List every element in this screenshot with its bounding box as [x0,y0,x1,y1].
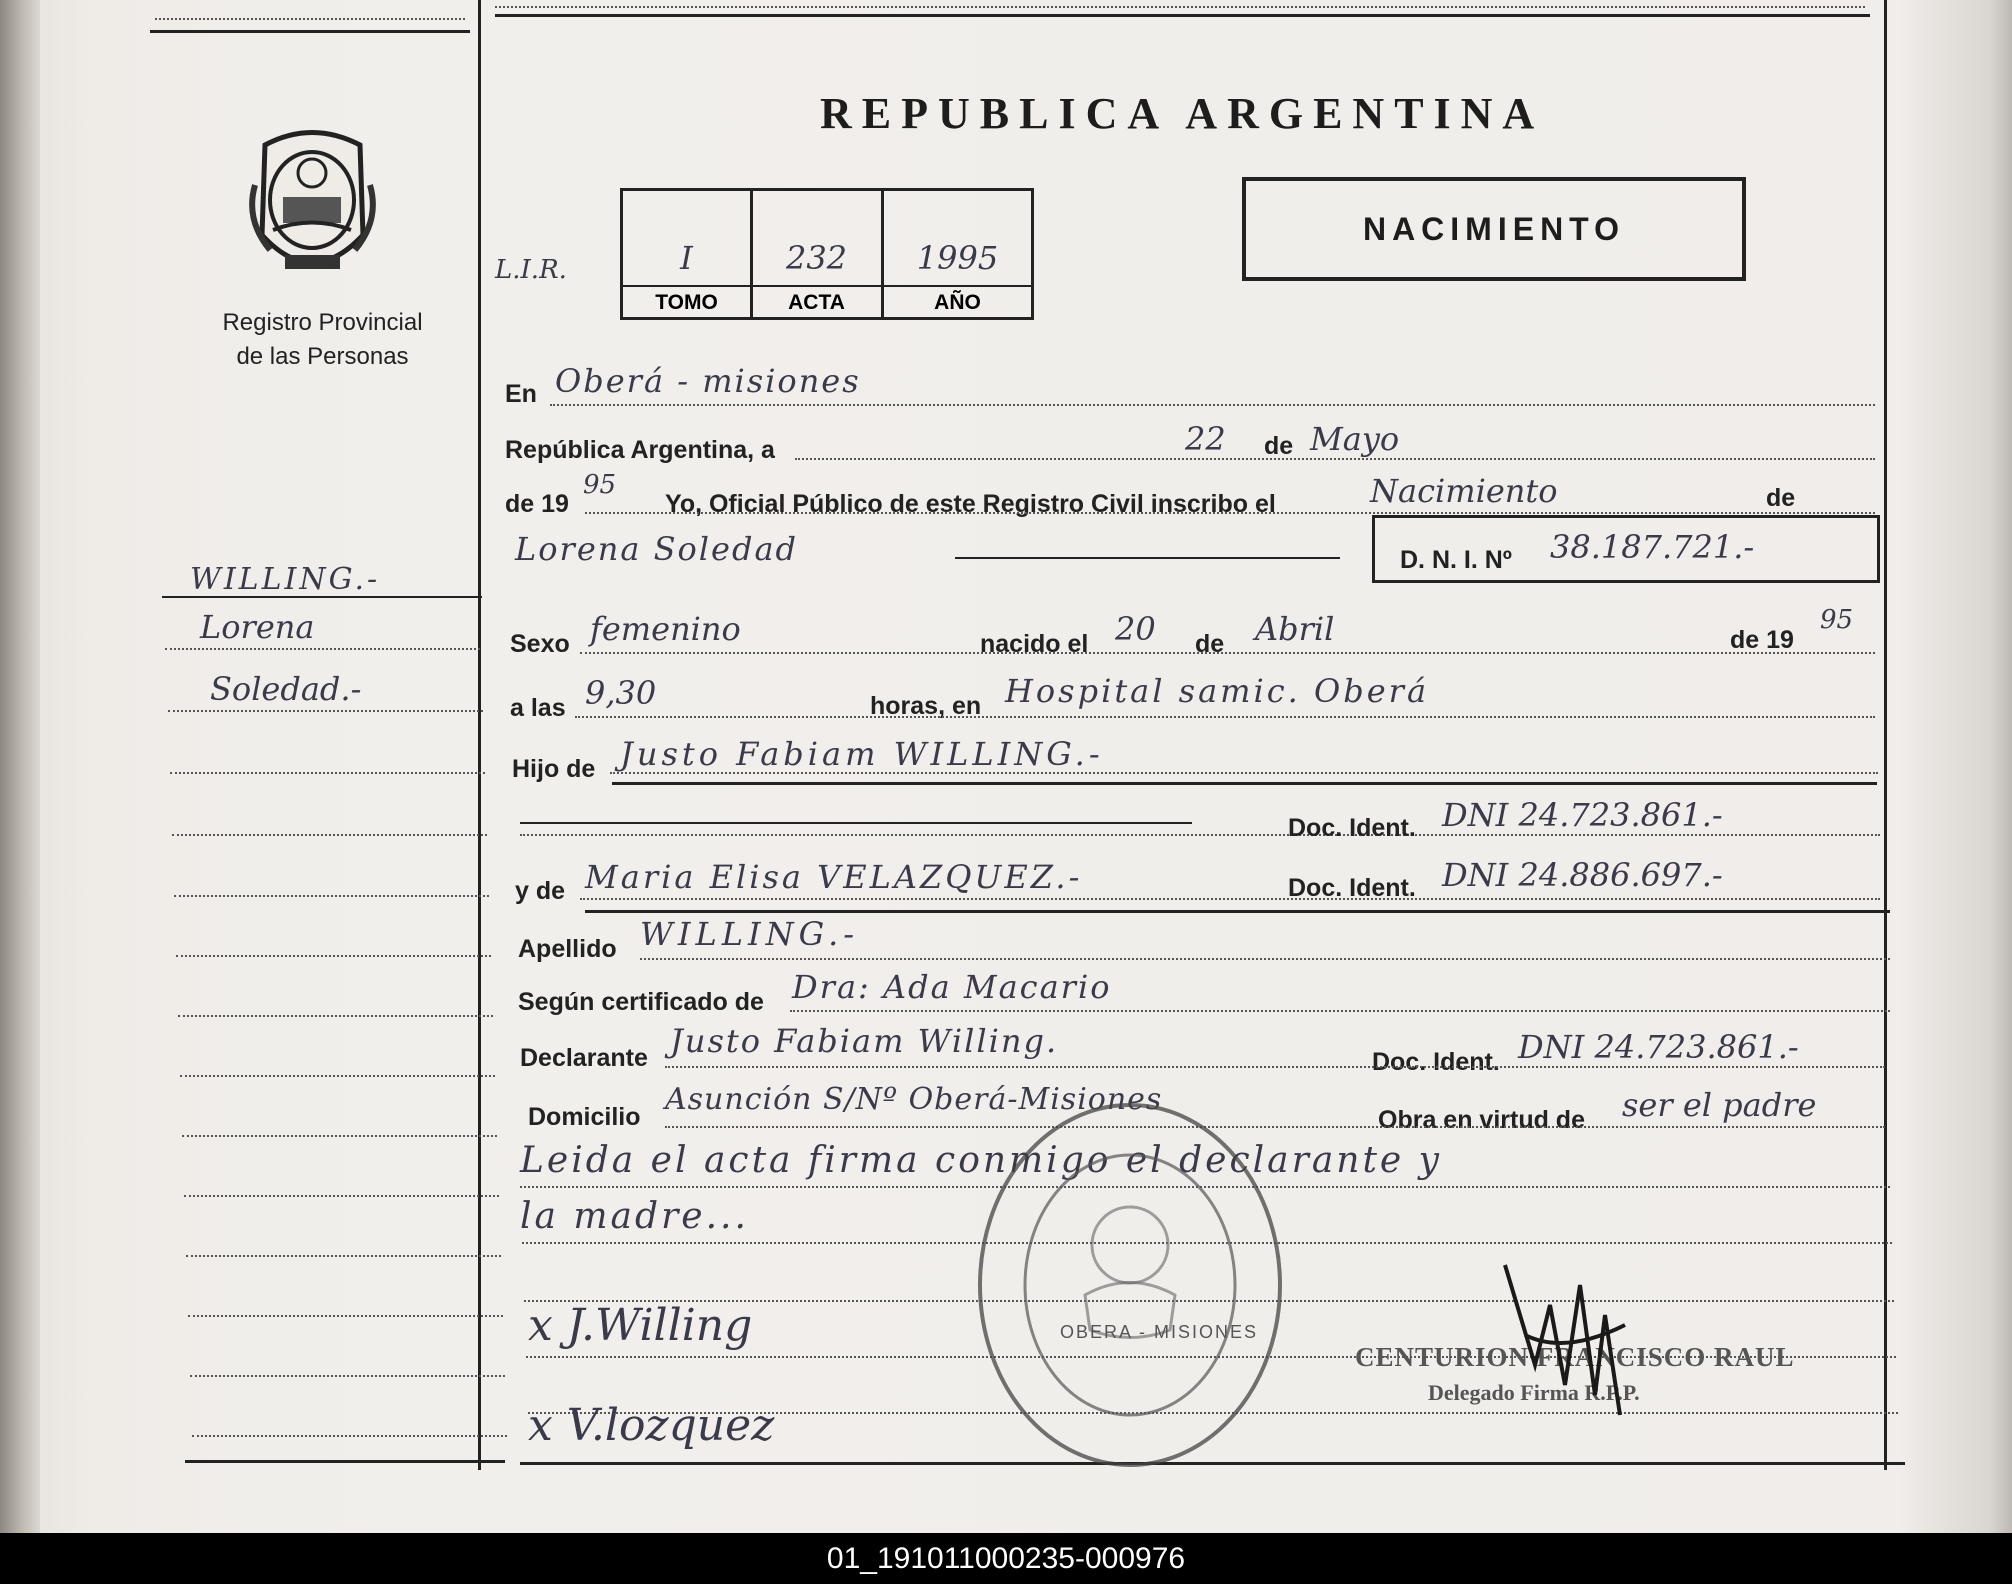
margin-first-name: Lorena [200,608,315,646]
obra-value: ser el padre [1622,1086,1817,1124]
image-id-bar [0,1533,2012,1584]
horas-label: horas, en [870,692,982,720]
book-binding [0,0,40,1533]
hijo-rule [612,782,1877,785]
row-dots-madre [580,898,1880,900]
signature-father: x J.Willing [528,1300,753,1351]
birth-year-value: 95 [1820,605,1854,635]
tomo-label: TOMO [655,291,718,314]
row-dots-hijo [610,772,1878,774]
leida-line-1: Leida el acta firma conmigo el declarante y [520,1140,1443,1181]
declarante-doc-value: DNI 24.723.861.- [1518,1028,1799,1066]
padre-value: Justo Fabiam WILLING.- [620,735,1104,773]
margin-dots-14 [192,1435,507,1437]
domicilio-label: Domicilio [528,1103,641,1131]
signature-mother: x V.lozquez [528,1400,775,1451]
doc-label-3: Doc. Ident. [1372,1048,1500,1076]
column-divider [478,0,481,1470]
row-dots-apellido [640,958,1890,960]
act-type-label: NACIMIENTO [1362,210,1626,247]
domicilio-value: Asunción S/Nº Oberá-Misiones [665,1082,1163,1117]
nacido-label: nacido el [980,630,1089,658]
row-dots-padre-doc [520,834,1880,836]
registry-line-1: Registro Provincial [222,309,423,336]
sexo-value: femenino [590,610,741,648]
de19-label-2: de 19 [1730,626,1794,654]
madre-doc-value: DNI 24.886.697.- [1442,856,1723,894]
official-title: Delegado Firma R.P.P. [1428,1380,1640,1405]
lugar-value: Hospital samic. Oberá [1005,672,1430,710]
row-dots-declarante [665,1066,1885,1068]
dni-box [1372,515,1880,583]
margin-surname: WILLING.- [190,562,381,597]
acta-value: 232 [785,239,848,277]
yo-label: Yo, Oficial Público de este Registro Civil inscribo el [665,490,1276,518]
margin-dots-12 [188,1315,503,1317]
row-dots-hora [575,716,1875,718]
obra-label: Obra en virtud de [1378,1106,1585,1134]
anio-label: AÑO [934,291,981,314]
margin-middle-name: Soledad.- [210,670,362,708]
registry-name [180,306,465,374]
margin-dots-9 [182,1135,497,1137]
alas-label: a las [510,694,566,722]
right-border [1884,0,1887,1470]
registry-stamp-icon [970,1095,1290,1475]
top-dots-left [155,18,465,20]
acta-label: ACTA [788,291,845,314]
official-name: CENTURION FRANCISCO RAUL [1355,1342,1795,1372]
birth-month-value: Abril [1255,610,1335,648]
madre-value: Maria Elisa VELAZQUEZ.- [585,858,1083,896]
leida-line-2: la madre... [520,1196,749,1237]
margin-rule [162,596,482,598]
yde-label: y de [515,877,566,905]
tomo-value: I [680,239,693,277]
en-label: En [505,380,537,408]
book-code: L.I.R. [495,255,567,285]
child-name-value: Lorena Soledad [515,530,799,568]
de19-label: de 19 [505,490,569,518]
margin-dots-13 [190,1375,505,1377]
name-line [955,557,1340,559]
month-value: Mayo [1310,420,1400,458]
anio-value: 1995 [916,239,999,277]
hora-value: 9,30 [585,674,657,712]
birth-day-value: 20 [1115,610,1156,648]
inscribo-value: Nacimiento [1370,472,1558,510]
row-dots-sexo [580,652,1875,654]
margin-dots-10 [184,1195,499,1197]
de-label-3: de [1195,630,1225,658]
top-rule-right [495,14,1870,17]
en-value: Oberá - misiones [555,362,861,400]
row-dots-en [550,404,1875,406]
registry-line-2: de las Personas [236,343,409,370]
hijo-label: Hijo de [512,755,596,783]
margin-dots-11 [186,1255,501,1257]
declarante-value: Justo Fabiam Willing. [670,1022,1059,1060]
day-value: 22 [1185,420,1226,458]
margin-dots-3 [170,772,485,774]
margin-dots-6 [176,955,491,957]
margin-dots-1 [165,648,480,650]
dni-value: 38.187.721.- [1550,528,1755,566]
republica-label: República Argentina, a [505,436,775,464]
row-dots-certificado [790,1010,1890,1012]
de-label-2: de [1766,484,1796,512]
image-id: 01_191011000235-000976 [826,1541,1186,1575]
doc-label-2: Doc. Ident. [1288,874,1416,902]
padre-doc-value: DNI 24.723.861.- [1442,796,1723,834]
country-title: REPUBLICA ARGENTINA [820,89,1545,138]
certificado-label: Según certificado de [518,988,764,1016]
margin-dots-2 [168,710,483,712]
padre-continuation-line [520,822,1192,824]
register-reference-table [620,188,1034,320]
margin-dots-4 [172,834,487,836]
certificado-value: Dra: Ada Macario [792,968,1112,1006]
act-type-box [1242,177,1746,281]
dni-label: D. N. I. Nº [1400,546,1512,574]
margin-dots-5 [174,895,489,897]
bottom-rule-left [185,1460,505,1463]
madre-rule [585,910,1890,913]
row-dots-yo [585,512,1875,514]
year-value: 95 [583,470,617,500]
margin-dots-7 [178,1015,493,1017]
doc-label-1: Doc. Ident. [1288,814,1416,842]
margin-dots-8 [180,1075,495,1077]
table-rule [623,285,1031,287]
stamp-city: OBERA - MISIONES [1060,1322,1259,1342]
official-signature-icon [1495,1245,1635,1425]
apellido-value: WILLING.- [640,915,860,953]
province-emblem-icon [245,125,380,285]
apellido-label: Apellido [518,935,617,963]
row-dots-date [795,458,1875,460]
declarante-label: Declarante [520,1044,648,1072]
top-rule-left [150,30,470,33]
top-dots-right [495,6,1865,8]
de-label-1: de [1264,432,1294,460]
sexo-label: Sexo [510,630,570,658]
